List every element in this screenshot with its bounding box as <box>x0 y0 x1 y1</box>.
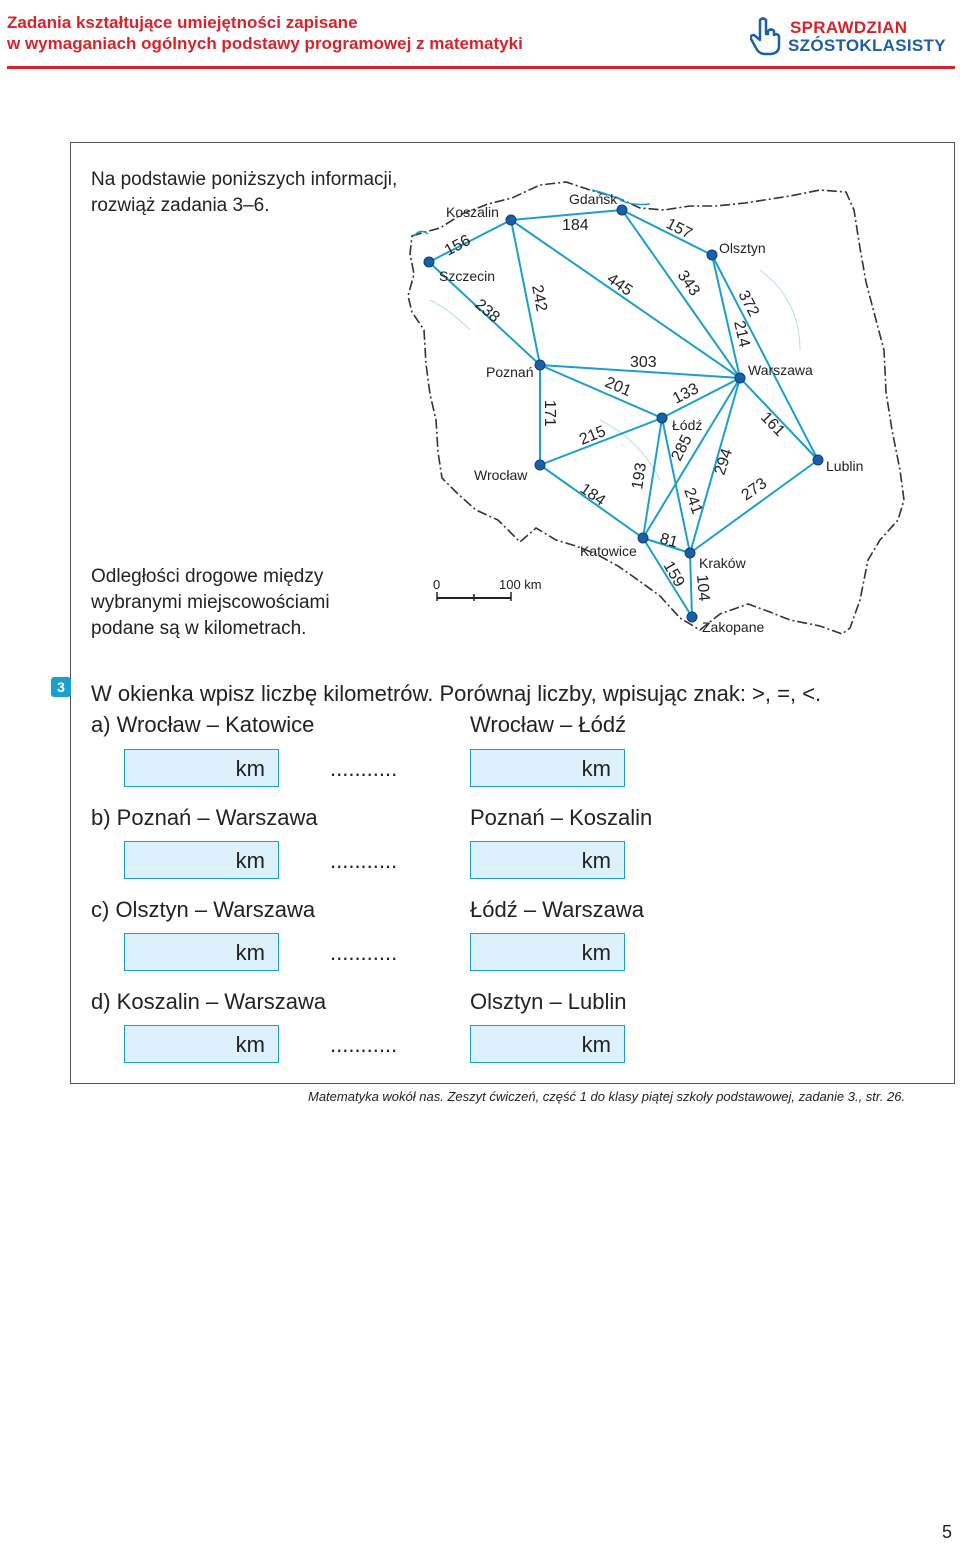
item-a-left-label: a) Wrocław – Katowice <box>91 712 315 737</box>
header-title-line1: Zadania kształtujące umiejętności zapisane <box>7 13 358 32</box>
dist-koszalin-warszawa: 445 <box>603 270 636 300</box>
dot-wroclaw <box>535 460 545 470</box>
dot-poznan <box>535 360 545 370</box>
dist-olsztyn-lublin: 372 <box>734 287 763 320</box>
header-title <box>7 12 523 54</box>
label-zakopane: Zakopane <box>702 619 765 635</box>
intro-line2: rozwiąż zadania 3–6. <box>91 195 270 216</box>
label-wroclaw: Wrocław <box>474 467 528 483</box>
logo-line2: SZÓSTOKLASISTY <box>788 36 946 55</box>
label-koszalin: Koszalin <box>446 204 499 220</box>
source-citation: Matematyka wokół nas. Zeszyt ćwiczeń, część 1 do klasy piątej szkoły podstawowej, zadanie 3., str. 26. <box>308 1089 906 1104</box>
unit-km: km <box>581 940 611 965</box>
dist-lublin-krakow: 273 <box>738 475 771 505</box>
dist-gdansk-warszawa: 343 <box>673 267 703 300</box>
item-c-left-label: c) Olsztyn – Warszawa <box>91 897 316 922</box>
label-gdansk: Gdańsk <box>569 191 618 207</box>
dist-warszawa-krakow: 294 <box>711 446 737 478</box>
pointing-hand-icon <box>750 16 782 56</box>
unit-km: km <box>581 1032 611 1057</box>
item-d-left-label: d) Koszalin – Warszawa <box>91 989 327 1014</box>
logo-line1: SPRAWDZIAN <box>790 18 908 37</box>
item-a-right-label: Wrocław – Łódź <box>470 712 627 737</box>
dist-lodz-katowice: 193 <box>629 461 651 491</box>
logo <box>750 16 950 58</box>
dot-zakopane <box>687 612 697 622</box>
answer-box-a-right[interactable] <box>470 749 625 787</box>
compare-blank-d[interactable]: ........... <box>330 1032 398 1057</box>
answer-box-d-left[interactable] <box>124 1025 279 1063</box>
unit-km: km <box>235 1032 265 1057</box>
dist-lodz-warszawa: 133 <box>670 380 702 408</box>
dot-lodz <box>657 413 667 423</box>
label-warszawa: Warszawa <box>748 362 813 378</box>
dot-warszawa <box>735 373 745 383</box>
unit-km: km <box>235 848 265 873</box>
label-lublin: Lublin <box>826 458 864 474</box>
item-c-right-label: Łódź – Warszawa <box>470 897 645 922</box>
intro-line1: Na podstawie poniższych informacji, <box>91 169 398 190</box>
page-number: 5 <box>941 1522 952 1542</box>
dist-katowice-krakow: 81 <box>657 530 680 552</box>
dist-koszalin-poznan: 242 <box>528 283 550 313</box>
road-krakow-zakopane <box>690 553 692 617</box>
compare-blank-c[interactable]: ........... <box>330 940 398 965</box>
dist-poznan-lodz: 201 <box>602 374 634 401</box>
dist-wroclaw-katowice: 184 <box>576 480 609 510</box>
label-krakow: Kraków <box>699 555 746 571</box>
compare-blank-a[interactable]: ........... <box>330 756 398 781</box>
item-b-left-label: b) Poznań – Warszawa <box>91 805 318 830</box>
dot-koszalin <box>506 215 516 225</box>
item-b-right-label: Poznań – Koszalin <box>470 805 653 830</box>
dist-warszawa-lublin: 161 <box>757 408 788 440</box>
dist-poznan-warszawa: 303 <box>630 354 657 371</box>
label-katowice: Katowice <box>580 543 637 559</box>
road-lublin-krakow <box>690 460 818 553</box>
unit-km: km <box>581 756 611 781</box>
note-line2: wybranymi miejscowościami <box>91 592 330 613</box>
unit-km: km <box>235 940 265 965</box>
label-poznan: Poznań <box>486 364 534 380</box>
dist-poznan-wroclaw: 171 <box>541 400 558 427</box>
dist-gdansk-olsztyn: 157 <box>663 215 695 243</box>
dist-warszawa-katowice: 241 <box>680 485 706 517</box>
dist-lodz-krakow: 285 <box>668 432 696 464</box>
answer-box-c-left[interactable] <box>124 933 279 971</box>
unit-km: km <box>235 756 265 781</box>
header-title-line2: w wymaganiach ogólnych podstawy programowej z matematyki <box>7 34 523 53</box>
intro-text <box>91 167 397 219</box>
dist-szczecin-poznan: 238 <box>471 296 503 327</box>
unit-km: km <box>581 848 611 873</box>
item-d-right-label: Olsztyn – Lublin <box>470 989 627 1014</box>
note-line3: podane są w kilometrach. <box>91 618 307 639</box>
dist-katowice-zakopane: 159 <box>659 558 688 591</box>
label-szczecin: Szczecin <box>439 268 496 284</box>
answer-box-b-left[interactable] <box>124 841 279 879</box>
poland-road-map <box>400 178 920 648</box>
answer-box-d-right[interactable] <box>470 1025 625 1063</box>
dist-koszalin-gdansk: 184 <box>562 217 589 234</box>
compare-blank-b[interactable]: ........... <box>330 848 398 873</box>
dist-wroclaw-lodz: 215 <box>577 422 609 449</box>
road-olsztyn-lublin <box>712 255 818 460</box>
answer-box-c-right[interactable] <box>470 933 625 971</box>
task-instruction: W okienka wpisz liczbę kilometrów. Porównaj liczby, wpisując znak: >, =, <. <box>91 681 822 706</box>
dot-gdansk <box>617 205 627 215</box>
distance-note <box>91 564 391 642</box>
answer-box-b-right[interactable] <box>470 841 625 879</box>
dot-lublin <box>813 455 823 465</box>
note-line1: Odległości drogowe między <box>91 566 324 587</box>
dist-szczecin-koszalin: 156 <box>441 231 474 260</box>
header-rule <box>7 66 955 69</box>
label-olsztyn: Olsztyn <box>719 240 766 256</box>
answer-box-a-left[interactable] <box>124 749 279 787</box>
scale-label: 100 km <box>499 577 542 592</box>
label-lodz: Łódź <box>672 417 703 433</box>
scale-bar <box>433 577 542 601</box>
dot-katowice <box>638 533 648 543</box>
task-number-badge: 3 <box>51 677 71 697</box>
dot-krakow <box>685 548 695 558</box>
dot-olsztyn <box>707 250 717 260</box>
country-border <box>408 182 904 634</box>
dist-olsztyn-warszawa: 214 <box>730 319 753 349</box>
dist-krakow-zakopane: 104 <box>693 573 713 602</box>
dot-szczecin <box>424 257 434 267</box>
scale-zero: 0 <box>433 577 441 592</box>
